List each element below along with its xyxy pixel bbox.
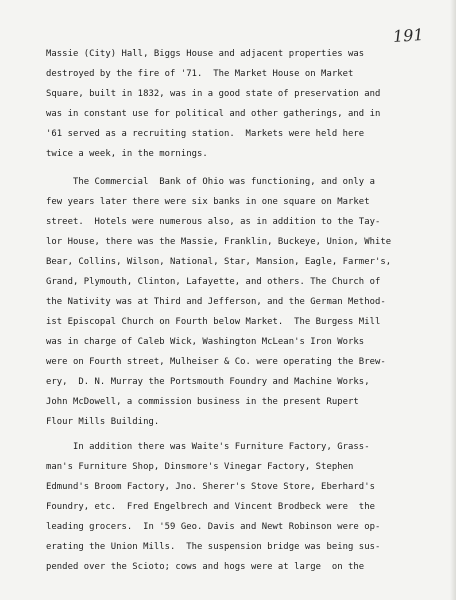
text-line: Square, built in 1832, was in a good state of preservation and bbox=[46, 89, 381, 99]
text-line: In addition there was Waite's Furniture Factory, Grass- bbox=[46, 442, 370, 452]
text-line: twice a week, in the mornings. bbox=[46, 149, 208, 159]
text-line: John McDowell, a commission business in the present Rupert bbox=[46, 397, 359, 407]
text-line: The Commercial Bank of Ohio was functioning, and only a bbox=[46, 177, 375, 187]
text-line: the Nativity was at Third and Jefferson, and the German Method- bbox=[46, 297, 386, 307]
text-line: lor House, there was the Massie, Franklin, Buckeye, Union, White bbox=[46, 237, 392, 247]
text-line: Bear, Collins, Wilson, National, Star, Mansion, Eagle, Farmer's, bbox=[46, 257, 392, 267]
page-edge-shadow bbox=[450, 0, 456, 600]
text-line: ist Episcopal Church on Fourth below Market. The Burgess Mill bbox=[46, 317, 381, 327]
text-line: Foundry, etc. Fred Engelbrech and Vincent Brodbeck were the bbox=[46, 502, 375, 512]
text-line: street. Hotels were numerous also, as in addition to the Tay- bbox=[46, 217, 381, 227]
text-line: man's Furniture Shop, Dinsmore's Vinegar Factory, Stephen bbox=[46, 462, 354, 472]
text-line: erating the Union Mills. The suspension bridge was being sus- bbox=[46, 542, 381, 552]
text-line: was in constant use for political and other gatherings, and in bbox=[46, 109, 381, 119]
text-line: pended over the Scioto; cows and hogs were at large on the bbox=[46, 562, 365, 572]
text-line: Flour Mills Building. bbox=[46, 417, 160, 427]
text-line: leading grocers. In '59 Geo. Davis and Newt Robinson were op- bbox=[46, 522, 381, 532]
text-line: Edmund's Broom Factory, Jno. Sherer's Stove Store, Eberhard's bbox=[46, 482, 375, 492]
text-line: was in charge of Caleb Wick, Washington McLean's Iron Works bbox=[46, 337, 365, 347]
page-number: 191 bbox=[392, 24, 425, 47]
text-line: ery, D. N. Murray the Portsmouth Foundry and Machine Works, bbox=[46, 377, 370, 387]
text-line: were on Fourth street, Mulheiser & Co. were operating the Brew- bbox=[46, 357, 386, 367]
text-line: Grand, Plymouth, Clinton, Lafayette, and others. The Church of bbox=[46, 277, 381, 287]
text-line: few years later there were six banks in one square on Market bbox=[46, 197, 370, 207]
text-line: Massie (City) Hall, Biggs House and adjacent properties was bbox=[46, 49, 365, 59]
text-line: '61 served as a recruiting station. Markets were held here bbox=[46, 129, 365, 139]
text-line: destroyed by the fire of '71. The Market House on Market bbox=[46, 69, 354, 79]
